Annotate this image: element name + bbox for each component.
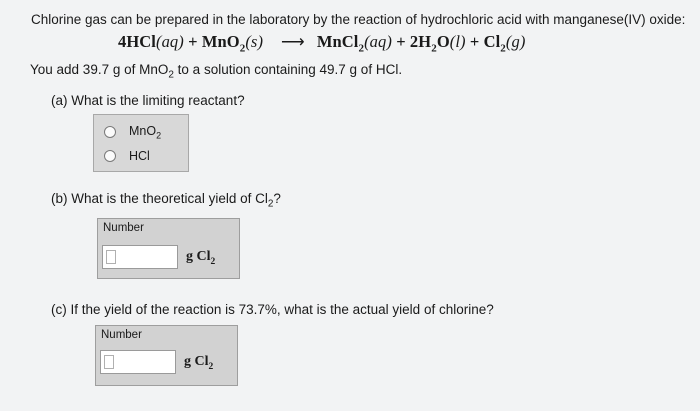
state-l: (l) bbox=[449, 32, 466, 51]
theoretical-yield-input[interactable] bbox=[102, 245, 178, 269]
radio-button-icon[interactable] bbox=[104, 126, 116, 138]
state-g: (g) bbox=[505, 32, 526, 51]
reaction-arrow-icon: ⟶ bbox=[281, 32, 305, 51]
part-a-prompt: (a) What is the limiting reactant? bbox=[51, 93, 245, 108]
text-cursor-icon bbox=[106, 250, 116, 264]
product-water: 2H bbox=[409, 32, 432, 51]
limiting-reactant-options bbox=[93, 114, 189, 172]
radio-button-icon[interactable] bbox=[104, 150, 116, 162]
number-label: Number bbox=[103, 222, 144, 234]
part-b-prompt: (b) What is the theoretical yield of $Cl_2$? bbox=[51, 191, 281, 210]
reactant-mno2: MnO bbox=[201, 32, 240, 51]
state-aq: (aq) bbox=[155, 32, 184, 51]
option-hcl[interactable] bbox=[104, 149, 150, 163]
product-cl2: Cl bbox=[483, 32, 501, 51]
state-s: (s) bbox=[245, 32, 264, 51]
product-mncl2: MnCl bbox=[316, 32, 359, 51]
question-intro: Chlorine gas can be prepared in the laboratory by the reaction of hydrochloric acid with manganese(IV) oxide: bbox=[31, 12, 686, 27]
actual-yield-answer-box bbox=[95, 325, 238, 386]
state-aq: (aq) bbox=[364, 32, 392, 51]
actual-yield-input[interactable] bbox=[100, 350, 176, 374]
reactant-hcl: 4HCl bbox=[118, 32, 156, 51]
part-c-prompt: (c) If the yield of the reaction is 73.7%, what is the actual yield of chlorine? bbox=[51, 302, 494, 317]
given-info: You add 39.7 g of MnO$_2$ to a solution containing 49.7 g of HCl. bbox=[30, 62, 403, 81]
option-mno2[interactable] bbox=[104, 124, 161, 141]
number-label: Number bbox=[101, 329, 142, 341]
unit-label: g $Cl_2$ bbox=[184, 354, 214, 372]
unit-label: g $Cl_2$ bbox=[186, 249, 216, 267]
text-cursor-icon bbox=[104, 355, 114, 369]
option-label: MnO$_2$ bbox=[129, 124, 162, 141]
theoretical-yield-answer-box bbox=[97, 218, 240, 279]
option-label: HCl bbox=[129, 149, 150, 163]
chemical-equation: 4HCl(aq) + MnO$_2$(s) ⟶ MnCl$_2$(aq) + $2H_2O(l) + Cl_2(g)$ bbox=[118, 32, 526, 55]
